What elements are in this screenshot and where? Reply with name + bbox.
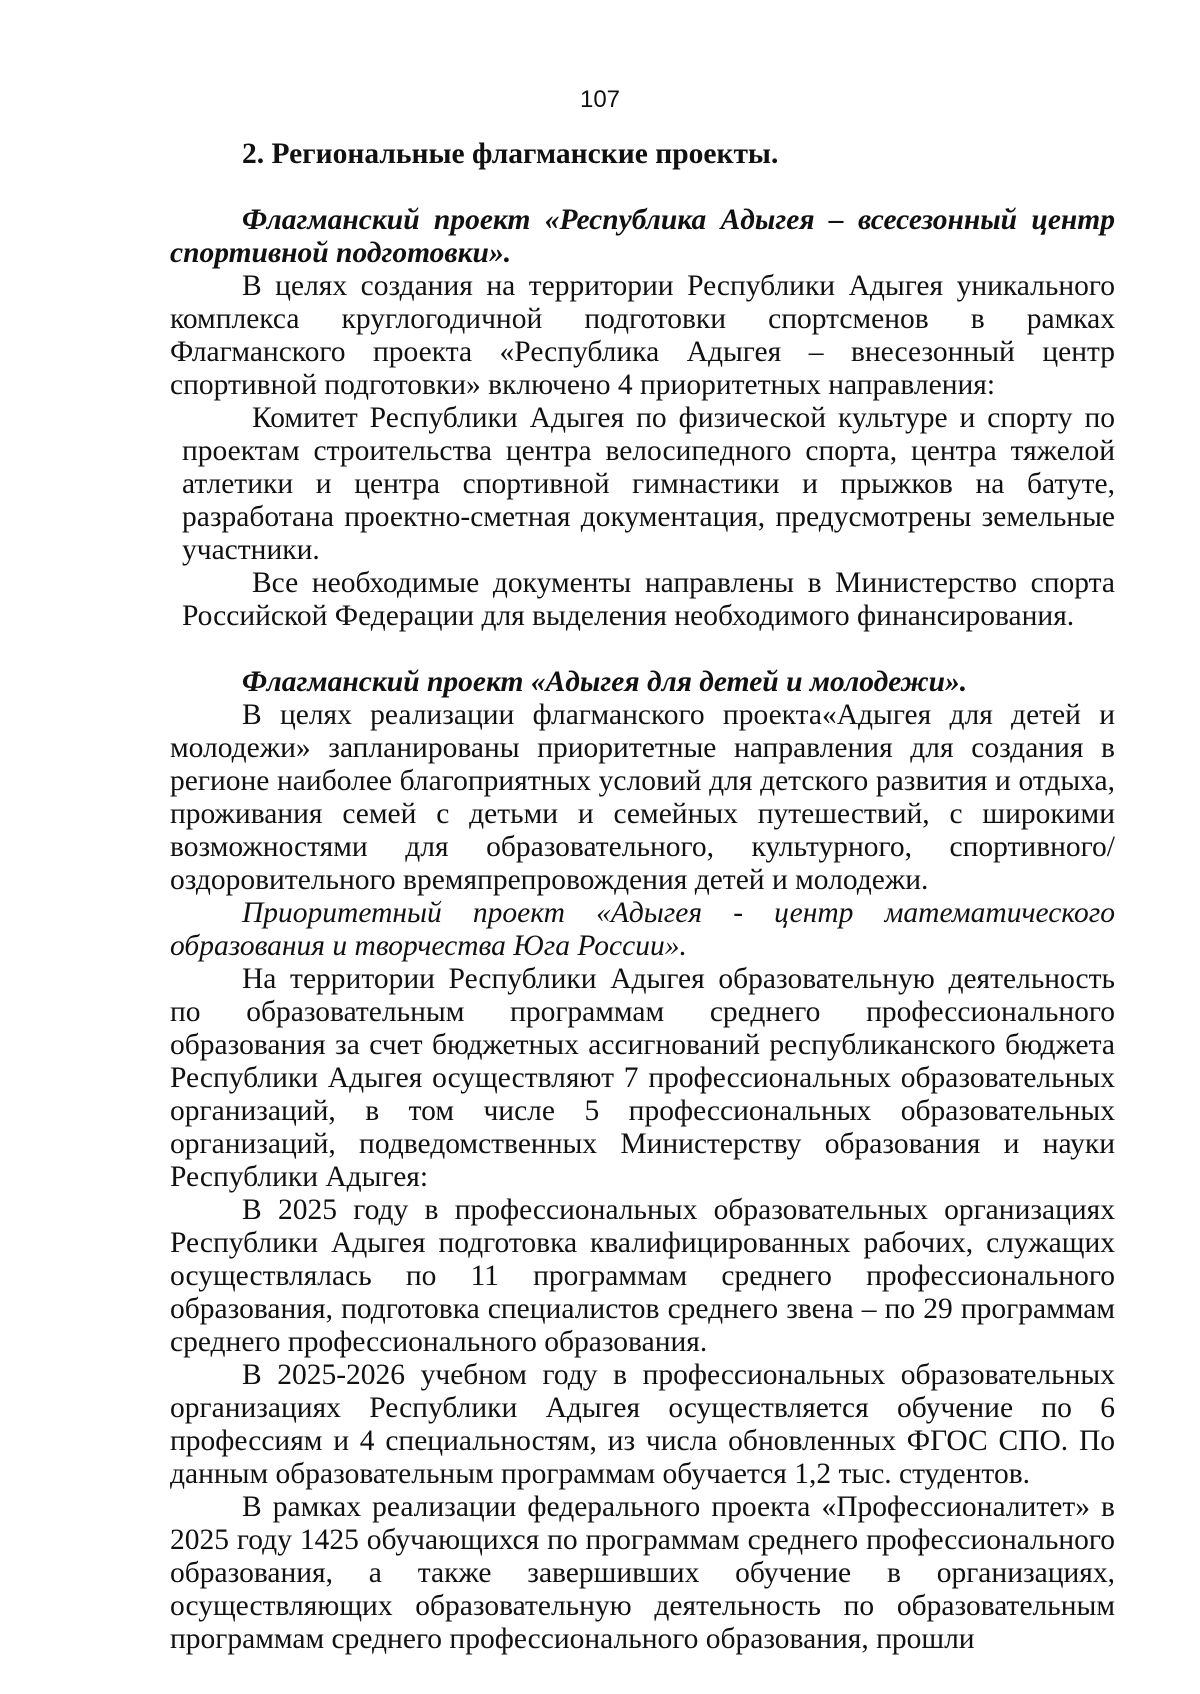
spacer: [170, 171, 1115, 204]
project1-paragraph-1: Комитет Республики Адыгея по физической культуре и спорту по проектам строительства центра велосипедного спорта, центра тяжелой атлетики и центра спортивной гимнастики и прыжков на батуте, разработана проектно-сметная документация, предусмотрены земельные участники.: [182, 402, 1115, 566]
project2-paragraph-2: В 2025 году в профессиональных образовательных организациях Республики Адыгея подготовка квалифицированных рабочих, служащих осуществлялась по 11 программам среднего профессионального образования, подготовка специалистов среднего звена – по 29 программам среднего профессионального образования.: [170, 1194, 1115, 1358]
spacer: [170, 633, 1115, 666]
project2-paragraph-3: В 2025-2026 учебном году в профессиональных образовательных организациях Республики Адыгея осуществляется обучение по 6 профессиям и 4 специальностям, из числа обновленных ФГОС СПО. По данным образовательным программам обучается 1,2 тыс. студентов.: [170, 1359, 1115, 1490]
project2-paragraph-4: В рамках реализации федерального проекта «Профессионалитет» в 2025 году 1425 обучающихся по программам среднего профессионального образования, а также завершивших обучение в организациях, осуществляющих образовательную деятельность по образовательным программам среднего профессионального образования, прошли: [170, 1491, 1115, 1655]
project1-paragraph-2: Все необходимые документы направлены в Министерство спорта Российской Федерации для выделения необходимого финансирования.: [182, 567, 1115, 632]
project2-title: Флагманский проект «Адыгея для детей и молодежи».: [242, 666, 968, 698]
project1-intro: В целях создания на территории Республики Адыгея уникального комплекса круглогодичной подготовки спортсменов в рамках Флагманского проекта «Республика Адыгея – внесезонный центр спортивной подготовки» включено 4 приоритетных направления:: [170, 270, 1115, 401]
section-heading: 2. Региональные флагманские проекты.: [242, 138, 779, 170]
project2-intro: В целях реализации флагманского проекта«Адыгея для детей и молодежи» запланированы приоритетные направления для создания в регионе наиболее благоприятных условий для детского развития и отдыха, проживания семей с детьми и семейных путешествий, с широкими возможностями для образовательного, культурного, спортивного/оздоровительного времяпрепровождения детей и молодежи.: [170, 699, 1115, 896]
priority-project-title: Приоритетный проект «Адыгея - центр математического образования и творчества Юга России».: [170, 897, 1115, 962]
page-number: 107: [579, 86, 621, 113]
project1-details: [170, 402, 1115, 633]
project2-paragraph-1: На территории Республики Адыгея образовательную деятельность по образовательным программам среднего профессионального образования за счет бюджетных ассигнований республиканского бюджета Республики Адыгея осуществляют 7 профессиональных образовательных организаций, в том числе 5 профессиональных образовательных организаций, подведомственных Министерству образования и науки Республики Адыгея:: [170, 963, 1115, 1193]
document-body: [170, 138, 1115, 1656]
project1-title: Флагманский проект «Республика Адыгея – всесезонный центр спортивной подготовки».: [170, 204, 1115, 269]
